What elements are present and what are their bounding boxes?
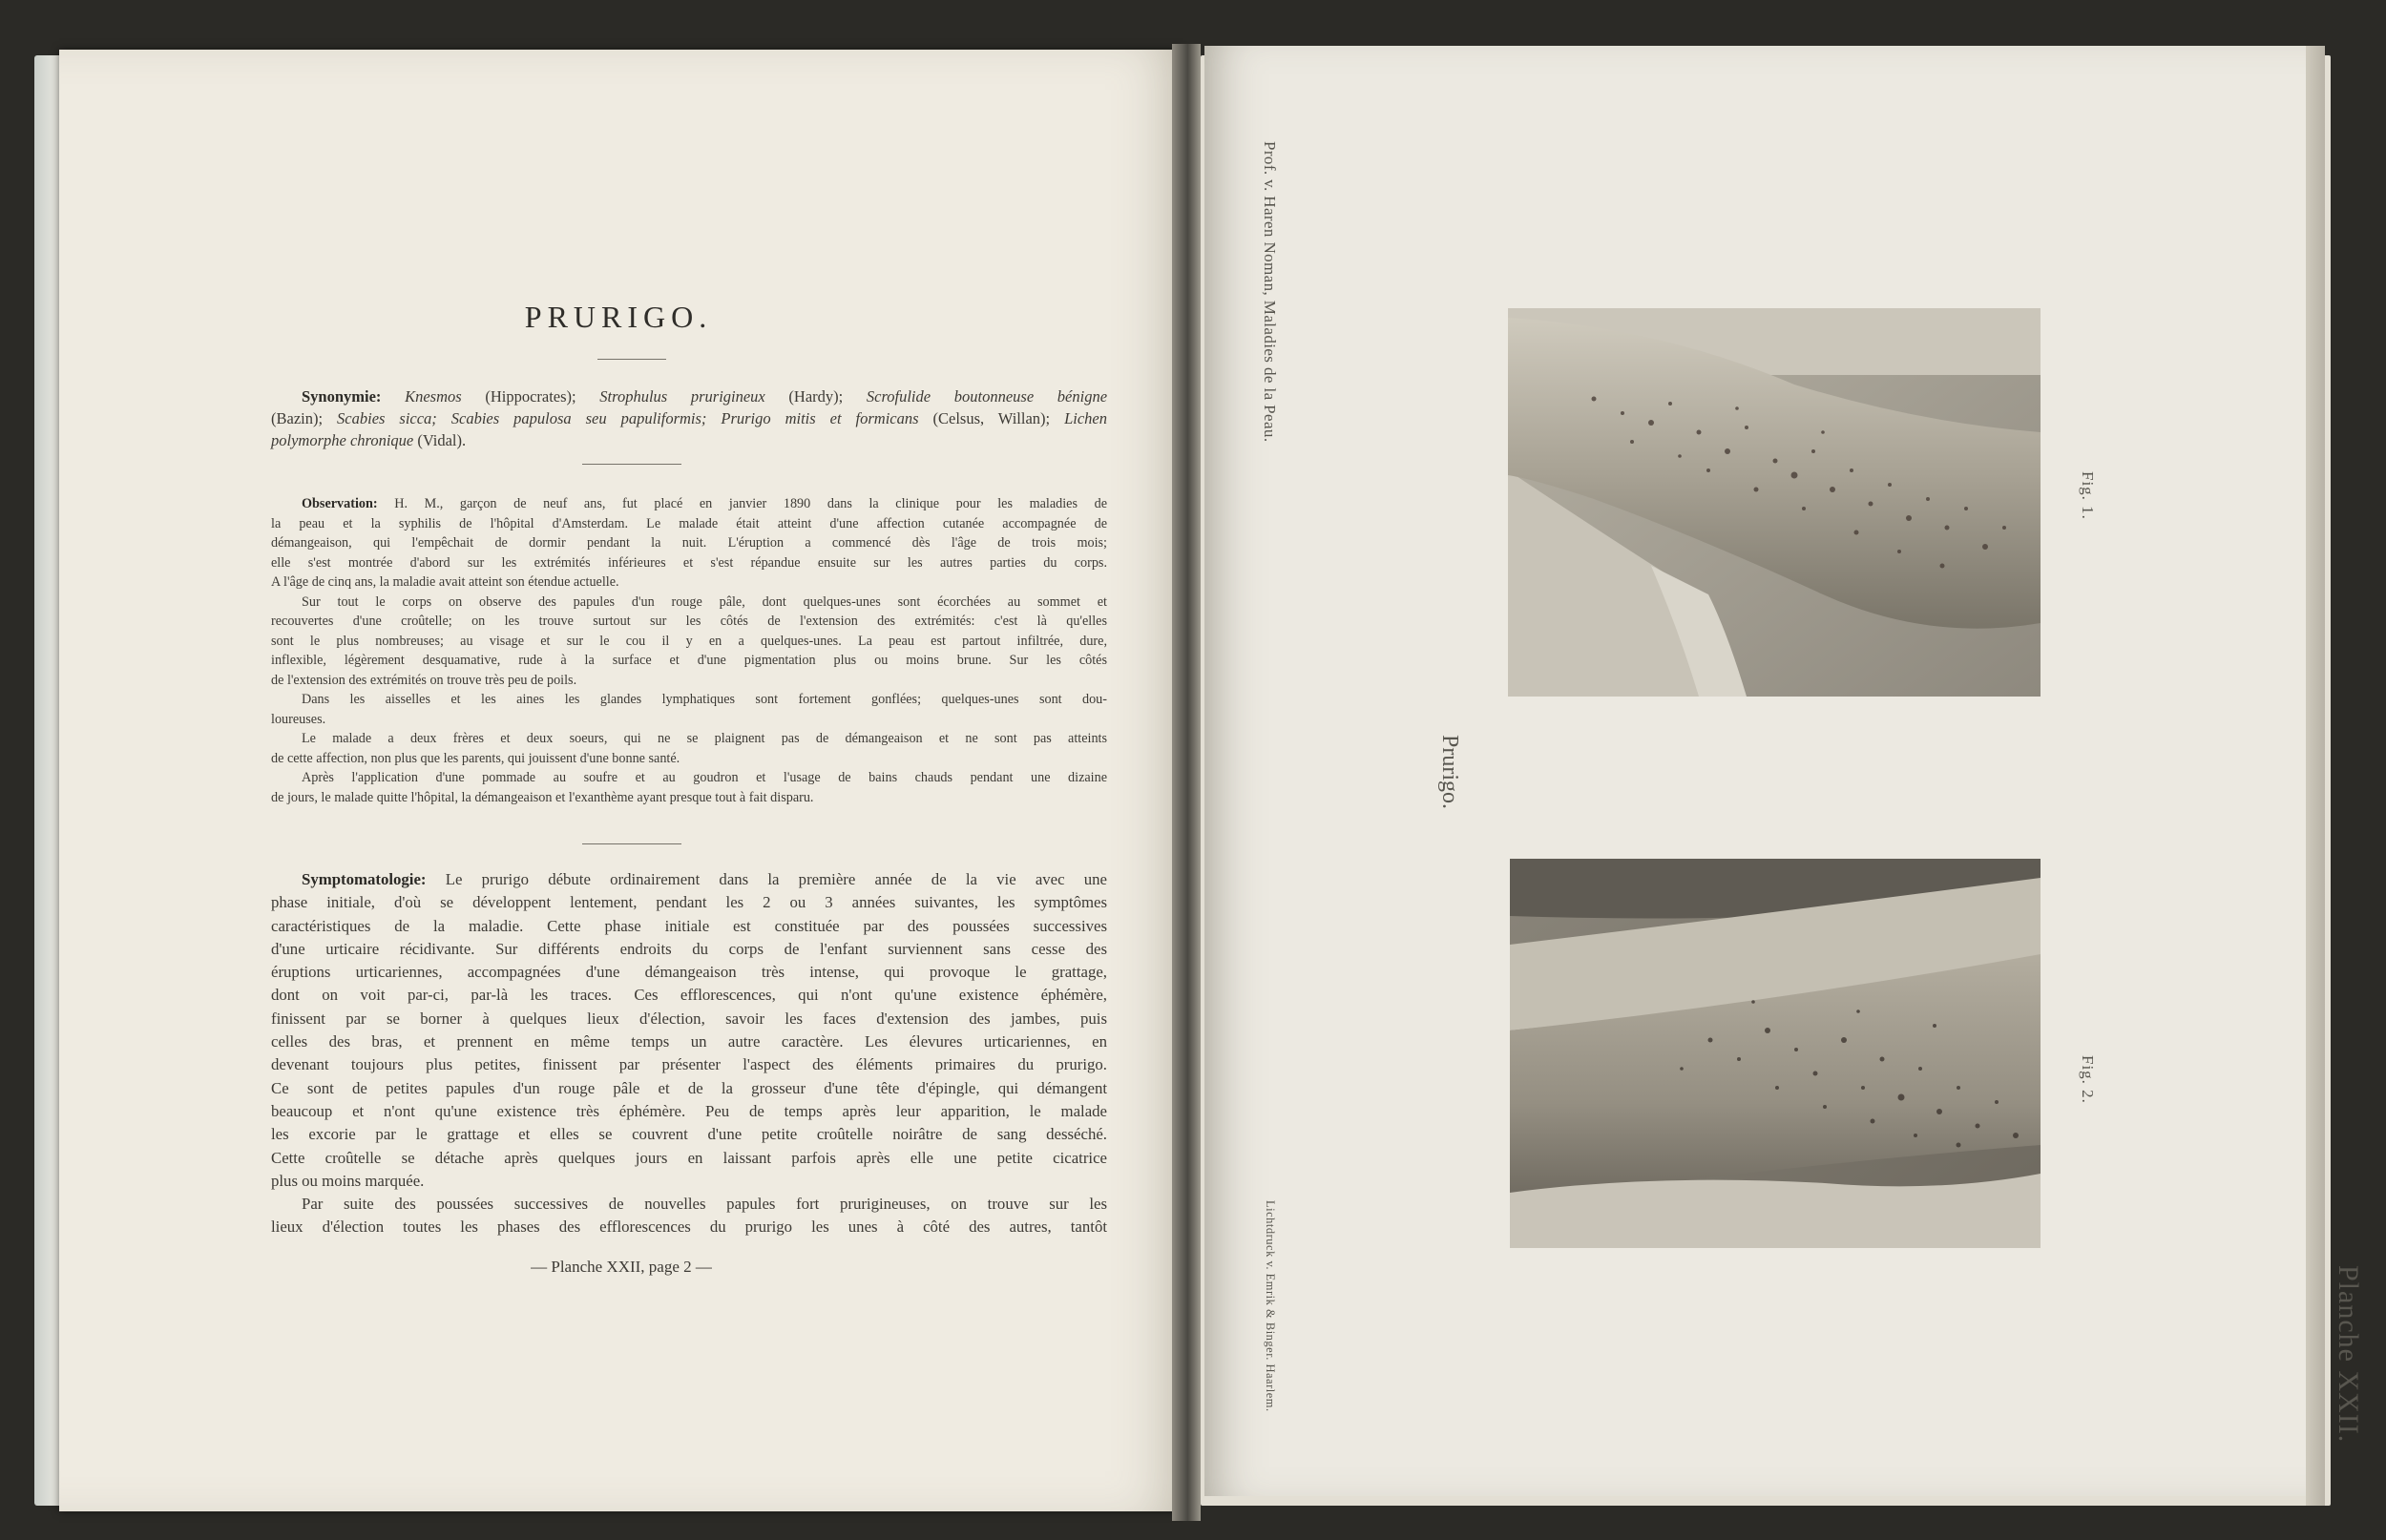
obs-line [271,671,1107,691]
syn-text: polymorphe chronique [271,431,414,449]
sym-line [271,938,1107,961]
obs-label: Observation: [302,496,378,511]
synonymie-line-2 [271,407,1107,429]
synonymie-line-3 [271,429,1107,451]
syn-text: (Bazin); [271,409,338,427]
symptomatologie-paragraph [271,868,1107,1239]
sym-line [271,1008,1107,1030]
sym-text: d'une urticaire récidivante. Sur différents endroits du corps de l'enfant surviennent sans cesse des [271,939,1107,958]
sym-line [271,1170,1107,1193]
left-page [59,50,1183,1511]
sym-text: beaucoup et n'ont qu'une existence très éphémère. Peu de temps après leur apparition, le malade [271,1101,1107,1120]
obs-line [271,690,1107,710]
sym-line [271,1193,1107,1216]
syn-text: (Hippocrates); [461,387,600,406]
syn-text: (Celsus, Willan); [918,409,1065,427]
synonymie-line-1 [271,385,1107,407]
sym-text: éruptions urticariennes, accompagnées d'une démangeaison très intense, qui provoque le grattage, [271,963,1107,982]
sym-text: Ce sont de petites papules d'un rouge pâle et de la grosseur d'une tête d'épingle, qui démangent [271,1078,1107,1097]
obs-text: démangeaison, qui l'empêchait de dormir pendant la nuit. L'éruption a commencé dès l'âge de trois mois; [271,535,1107,551]
sym-line [271,1216,1107,1238]
synonymie-label: Synonymie: [302,387,382,406]
obs-line [271,729,1107,749]
obs-line [271,788,1107,808]
obs-line [271,593,1107,613]
sym-text: Le prurigo débute ordinairement dans la première année de la vie avec une [426,870,1107,888]
page-title: PRURIGO. [524,300,713,334]
author-caption: Prof. v. Haren Noman, Maladies de la Peau. [1261,141,1279,443]
section-rule [582,843,681,844]
sym-line [271,891,1107,914]
obs-line [271,710,1107,730]
obs-text: elle s'est montrée d'abord sur les extrémités inférieures et s'est répandue ensuite sur les autres parties du corps. [271,554,1107,571]
obs-text: de cette affection, non plus que les parents, qui jouissent d'une bonne santé. [271,750,680,766]
obs-line [271,749,1107,769]
syn-text: Lichen [1064,409,1107,427]
fig-1-label: Fig. 1. [2079,471,2097,520]
obs-text: inflexible, légèrement desquamative, rude à la surface et d'une pigmentation plus ou moins brune. Sur les côtés [271,653,1107,668]
sym-text: celles des bras, et prennent en même temps un autre caractère. Les élevures urticariennes, en [271,1032,1107,1051]
sym-line [271,1147,1107,1170]
fig-2-label: Fig. 2. [2079,1055,2097,1104]
obs-line [271,612,1107,632]
obs-text: sont le plus nombreuses; au visage et sur le cou il y en a quelques-unes. La peau est partout infiltrée, dure, [271,633,1107,649]
obs-text: la peau et la syphilis de l'hôpital d'Amsterdam. Le malade était atteint d'une affection cutanée accompagnée de [271,515,1107,531]
obs-line [271,572,1107,593]
title-rule [597,359,666,360]
obs-line [271,651,1107,671]
syn-text: Knesmos [405,387,462,406]
right-page [1204,46,2364,1496]
obs-line [271,632,1107,652]
syn-text: Strophulus prurigineux [599,387,765,406]
obs-line [271,768,1107,788]
obs-text: de l'extension des extrémités on trouve très peu de poils. [271,672,577,688]
printer-caption: Lichtdruck v. Emrik & Binger. Haarlem. [1264,1200,1277,1412]
sym-line [271,961,1107,984]
sym-text: Par suite des poussées successives de nouvelles papules fort prurigineuses, on trouve sur les [302,1195,1107,1214]
obs-line [271,533,1107,553]
obs-text: loureuses. [271,711,326,727]
page-footer: — Planche XXII, page 2 — [531,1258,712,1276]
sym-text: finissent par se borner à quelques lieux d'élection, savoir les faces d'extension des jambes, puis [271,1009,1107,1028]
syn-text: (Hardy); [764,387,867,406]
obs-text: recouvertes d'une croûtelle; on les trouve surtout sur les côtés de l'extension des extrémités: c'est là qu'elles [271,614,1107,629]
sym-text: caractéristiques de la maladie. Cette phase initiale est constituée par des poussées successives [271,916,1107,935]
sym-line [271,915,1107,938]
sym-line [271,1053,1107,1076]
observation-paragraph [271,494,1107,807]
obs-text: Après l'application d'une pommade au soufre et au goudron et l'usage de bains chauds pendant une dizaine [302,770,1107,785]
figure-2-photo [1510,859,2041,1248]
obs-line [271,553,1107,573]
obs-text: Le malade a deux frères et deux soeurs, qui ne se plaignent pas de démangeaison et ne sont pas atteints [302,731,1107,746]
sym-text: plus ou moins marquée. [271,1171,425,1190]
figure-1-photo [1508,308,2041,697]
obs-text: Dans les aisselles et les aines les glandes lymphatiques sont fortement gonflées; quelques-unes sont dou- [302,692,1107,707]
sym-line [271,868,1107,891]
section-rule [582,464,681,465]
sym-line [271,1030,1107,1053]
sym-text: lieux d'élection toutes les phases des efflorescences du prurigo les unes à côté des autres, tantôt [271,1217,1107,1237]
sym-text: dont on voit par-ci, par-là les traces. Ces efflorescences, qui n'ont qu'une existence éphémère, [271,986,1107,1005]
synonymie-paragraph [271,385,1107,451]
obs-text: de jours, le malade quitte l'hôpital, la démangeaison et l'exanthème ayant presque tout à fait disparu. [271,789,814,805]
plate-number: Planche XXII. [2333,1265,2364,1444]
sym-line [271,984,1107,1007]
sym-text: devenant toujours plus petites, finissent par présenter l'aspect des éléments primaires du prurigo. [271,1055,1107,1074]
sym-label: Symptomatologie: [302,870,427,888]
plate-title: Prurigo. [1437,735,1462,809]
syn-text: (Vidal). [413,431,467,449]
obs-line [271,514,1107,534]
obs-line [271,494,1107,514]
page-edge-right [2306,46,2325,1506]
obs-text: A l'âge de cinq ans, la maladie avait atteint son étendue actuelle. [271,574,619,590]
book-gutter [1172,44,1201,1521]
syn-text: Scrofulide boutonneuse bénigne [866,387,1108,406]
sym-line [271,1077,1107,1100]
sym-line [271,1123,1107,1146]
obs-text: H. M., garçon de neuf ans, fut placé en janvier 1890 dans la clinique pour les maladies de [377,496,1107,511]
syn-text: Scabies sicca; Scabies papulosa seu papuliformis; Prurigo mitis et formicans [337,409,919,427]
sym-text: les excorie par le grattage et elles se couvrent d'une petite croûtelle noirâtre de sang desséché. [271,1125,1107,1144]
sym-text: Cette croûtelle se détache après quelques jours en laissant parfois après elle une petite cicatrice [271,1148,1107,1167]
sym-text: phase initiale, d'où se développent lentement, pendant les 2 ou 3 années suivantes, les symptômes [271,893,1107,912]
obs-text: Sur tout le corps on observe des papules d'un rouge pâle, dont quelques-unes sont écorchées au sommet et [302,593,1107,610]
sym-line [271,1100,1107,1123]
